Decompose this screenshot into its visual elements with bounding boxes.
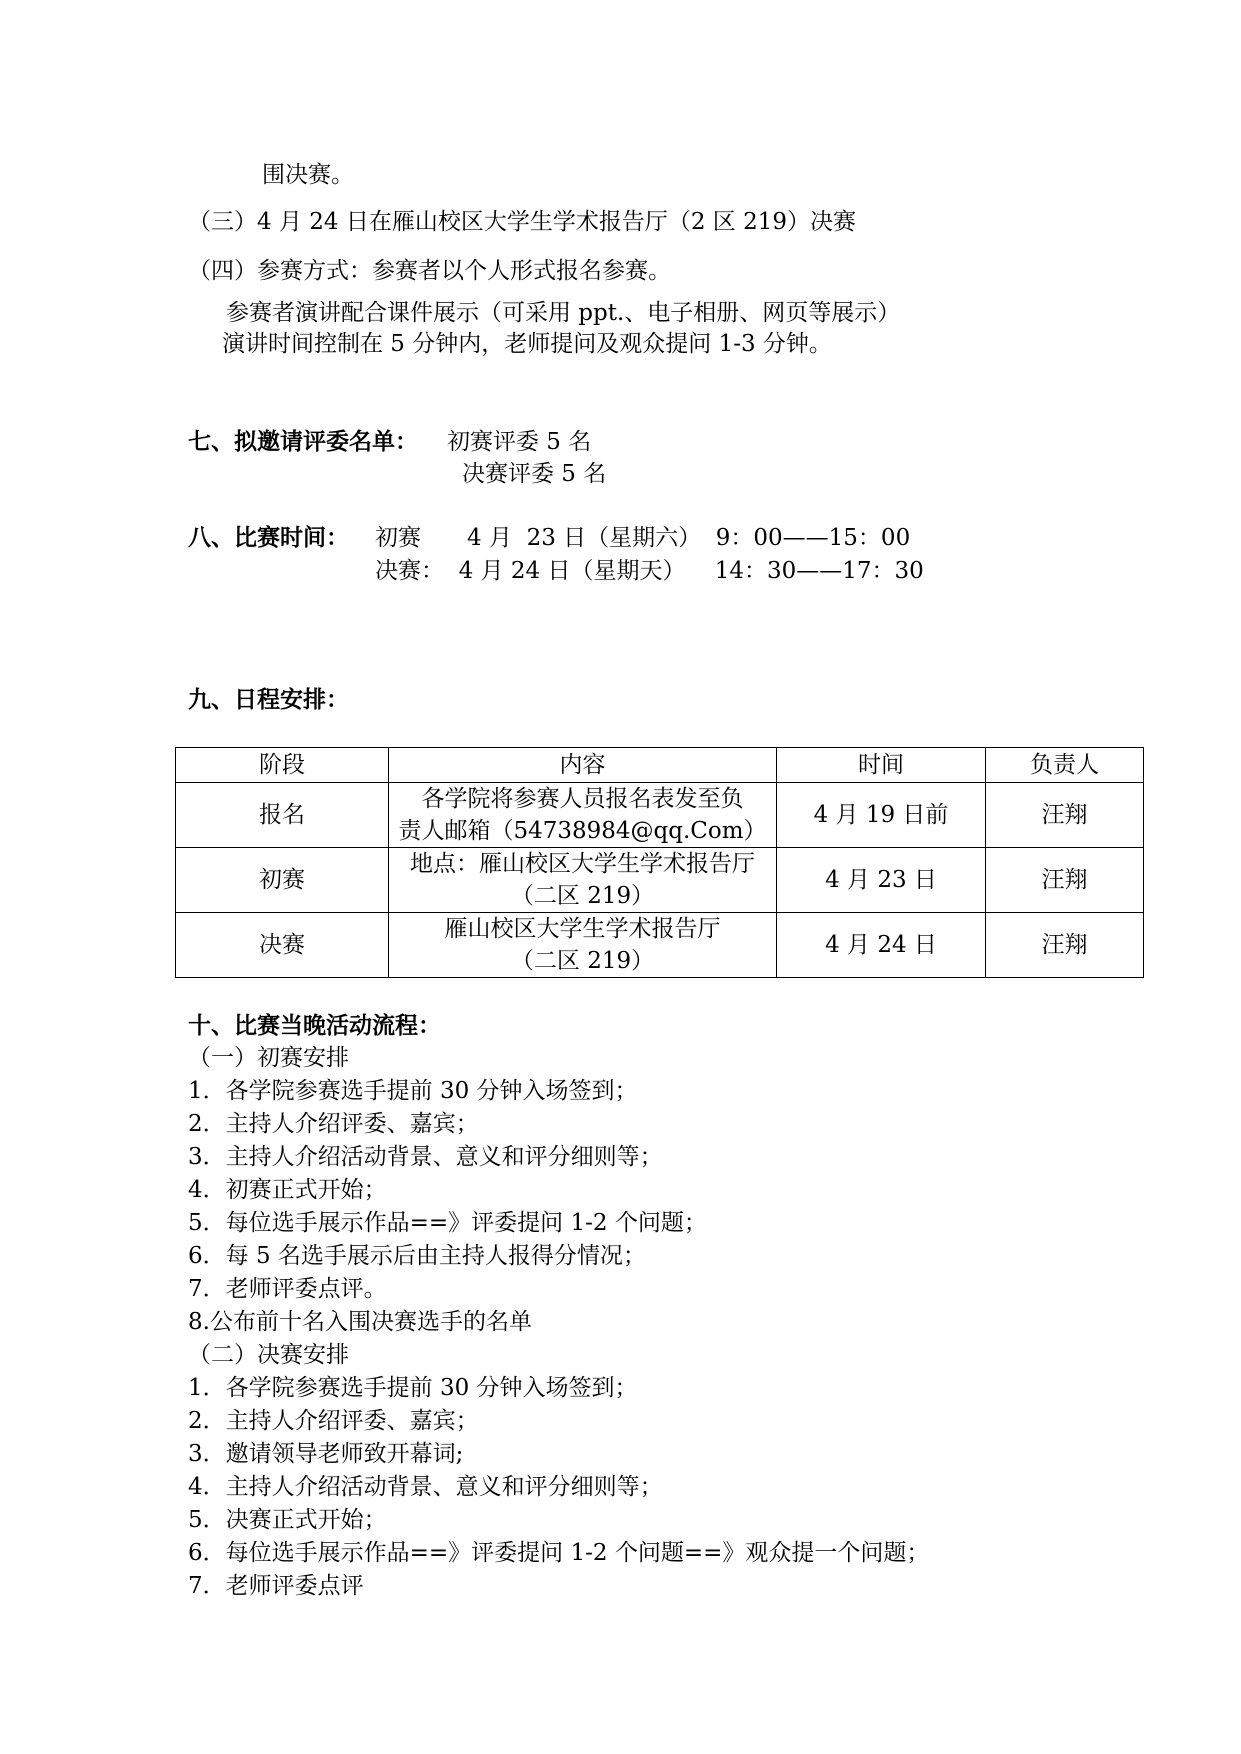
table-header-row — [176, 748, 1144, 783]
section-heading: 十、比赛当晚活动流程： — [188, 1012, 441, 1039]
text-line: 演讲时间控制在 5 分钟内，老师提问及观众提问 1-3 分钟。 — [222, 331, 832, 357]
list-item: 3．主持人介绍活动背景、意义和评分细则等； — [188, 1144, 663, 1170]
list-item: 6．每位选手展示作品==》评委提问 1-2 个问题==》观众提一个问题； — [188, 1540, 930, 1566]
subsection-title: （二）决赛安排 — [188, 1342, 349, 1368]
list-item: 7．老师评委点评 — [188, 1573, 364, 1599]
content-line: 各学院将参赛人员报名表发至负 — [421, 786, 744, 812]
list-item: 2．主持人介绍评委、嘉宾； — [188, 1111, 479, 1137]
section-heading: 九、日程安排： — [188, 686, 349, 713]
list-item: 4．主持人介绍活动背景、意义和评分细则等； — [188, 1474, 663, 1500]
list-item: 5．每位选手展示作品==》评委提问 1-2 个问题； — [188, 1210, 707, 1236]
text-line: 决赛： 4 月 24 日（星期天） 14：30——17：30 — [375, 558, 924, 584]
stage-cell: 决赛 — [176, 913, 389, 978]
list-item: 1．各学院参赛选手提前 30 分钟入场签到； — [188, 1375, 638, 1401]
table-row — [176, 783, 1144, 848]
table-row — [176, 913, 1144, 978]
content-cell — [389, 848, 777, 913]
owner-cell: 汪翔 — [986, 913, 1144, 978]
schedule-table — [175, 747, 1144, 978]
table-header-cell: 时间 — [777, 748, 986, 783]
list-item: 6．每 5 名选手展示后由主持人报得分情况； — [188, 1243, 646, 1269]
list-item: （三）4 月 24 日在雁山校区大学生学术报告厅（2 区 219）决赛 — [188, 209, 856, 235]
list-item: 2．主持人介绍评委、嘉宾； — [188, 1408, 479, 1434]
content-line: 地点：雁山校区大学生学术报告厅 — [410, 851, 755, 877]
content-line: 责人邮箱（54738984@qq.Com） — [398, 818, 767, 844]
table-header-cell: 阶段 — [176, 748, 389, 783]
table-header-cell: 负责人 — [986, 748, 1144, 783]
text-line: 围决赛。 — [262, 162, 354, 188]
owner-cell: 汪翔 — [986, 848, 1144, 913]
list-item: 7．老师评委点评。 — [188, 1276, 387, 1302]
list-item: （四）参赛方式：参赛者以个人形式报名参赛。 — [188, 258, 671, 284]
table-header-cell: 内容 — [389, 748, 777, 783]
stage-cell: 报名 — [176, 783, 389, 848]
section-heading: 八、比赛时间： — [188, 524, 349, 551]
time-cell: 4 月 19 日前 — [777, 783, 986, 848]
list-item: 8.公布前十名入围决赛选手的名单 — [188, 1309, 532, 1335]
text-line: 初赛 4 月 23 日（星期六） 9：00——15：00 — [375, 525, 911, 551]
text-line: 初赛评委 5 名 — [447, 429, 592, 455]
content-line: （二区 219） — [510, 883, 655, 909]
owner-cell: 汪翔 — [986, 783, 1144, 848]
subsection-title: （一）初赛安排 — [188, 1045, 349, 1071]
list-item: 5．决赛正式开始； — [188, 1507, 387, 1533]
content-line: 雁山校区大学生学术报告厅 — [444, 916, 721, 942]
time-cell: 4 月 24 日 — [777, 913, 986, 978]
table-row — [176, 848, 1144, 913]
content-line: （二区 219） — [510, 948, 655, 974]
list-item: 1．各学院参赛选手提前 30 分钟入场签到； — [188, 1078, 638, 1104]
content-cell — [389, 783, 777, 848]
section-heading: 七、拟邀请评委名单： — [188, 428, 418, 455]
text-line: 决赛评委 5 名 — [462, 461, 607, 487]
list-item: 3．邀请领导老师致开幕词; — [188, 1441, 464, 1467]
text-line: 参赛者演讲配合课件展示（可采用 ppt.、电子相册、网页等展示） — [226, 300, 901, 326]
time-cell: 4 月 23 日 — [777, 848, 986, 913]
stage-cell: 初赛 — [176, 848, 389, 913]
list-item: 4．初赛正式开始； — [188, 1177, 387, 1203]
content-cell — [389, 913, 777, 978]
